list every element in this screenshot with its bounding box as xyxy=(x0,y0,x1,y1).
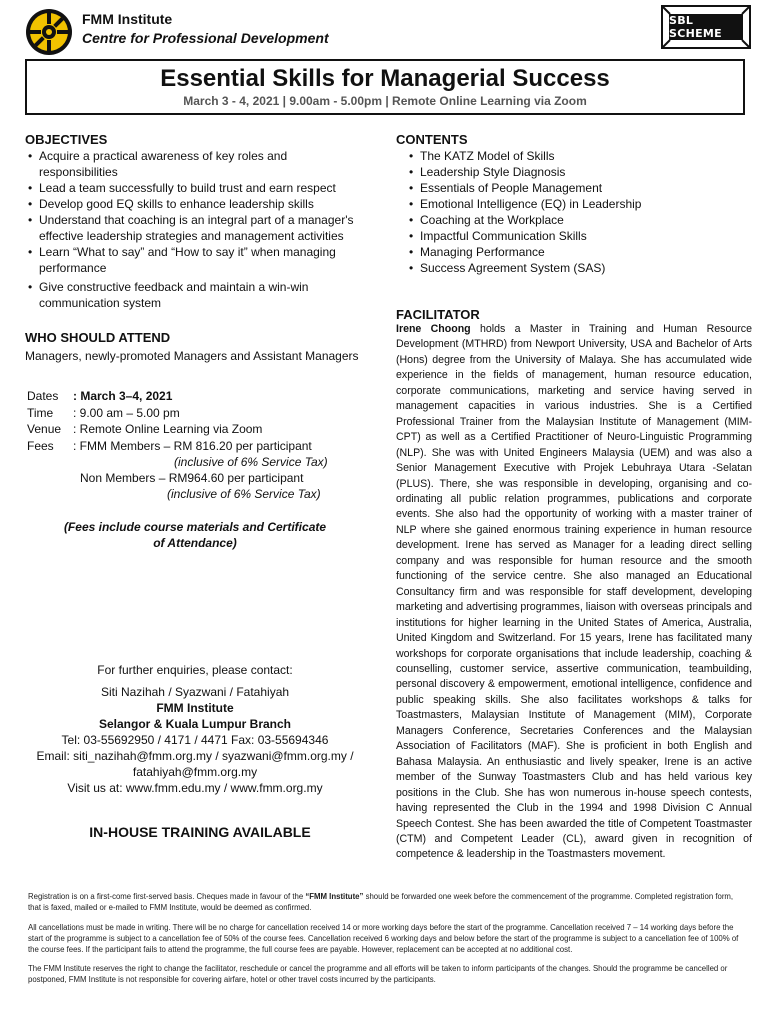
contents-section xyxy=(396,132,752,276)
list-item: • Learn “What to say” and “How to say it” when managing performance xyxy=(25,244,365,276)
sbl-scheme-badge xyxy=(660,4,752,50)
dates-label: Dates xyxy=(27,389,59,403)
list-item: • Impactful Communication Skills xyxy=(406,228,752,244)
list-item: • The KATZ Model of Skills xyxy=(406,148,752,164)
footer-text: should be forwarded one week before the commencement of the programme. Completed registration form, that is faxed, mailed or e-mailed to FMM Institute, would be deemed as confirmed. xyxy=(28,892,734,912)
facilitator-section xyxy=(396,307,752,863)
contents-heading: CONTENTS xyxy=(396,132,468,147)
footer-disclaimer: The FMM Institute reserves the right to change the facilitator, reschedule or cancel the programme and all efforts will be taken to inform participants of the changes. Should the programme be cancelled or postponed, FMM Institute is not responsible for covering airfare, hotel or other travel costs incurred by the participants. xyxy=(28,964,728,984)
fees-include-note xyxy=(25,519,365,551)
list-item: • Essentials of People Management xyxy=(406,180,752,196)
contact-web[interactable]: Visit us at: www.fmm.edu.my / www.fmm.org.my xyxy=(67,781,323,795)
org-name: FMM Institute xyxy=(82,11,173,27)
footer-text: Registration is on a first-come first-served basis. Cheques made in favour of the xyxy=(28,892,306,901)
title-box xyxy=(25,59,745,115)
footer-cancellation: All cancellations must be made in writing. There will be no charge for cancellation received 14 or more working days before the start of the programme. Cancellation received 7 – 14 working days before the start of the programme is subject to a cancellation fee of 50% of the course fees. Cancellation received 6 working days and below before the start of the programme is subject to a cancellation fee of 100% of the course fees. If the participant fails to attend the programme, the full course fees are payable. However, replacement can be accepted at no additional cost. xyxy=(28,923,739,954)
list-item: • Give constructive feedback and maintain a win-win communication system xyxy=(25,279,365,311)
list-item: • Acquire a practical awareness of key roles and responsibilities xyxy=(25,148,365,180)
fees-value: : FMM Members – RM 816.20 per participant xyxy=(73,438,312,453)
facilitator-bio xyxy=(396,322,752,863)
time-row xyxy=(27,405,367,422)
list-item: • Coaching at the Workplace xyxy=(406,212,752,228)
inhouse-training: IN-HOUSE TRAINING AVAILABLE xyxy=(89,824,311,840)
list-item: • Success Agreement System (SAS) xyxy=(406,260,752,276)
nonmember-fee: Non Members – RM964.60 per participant xyxy=(80,471,304,485)
fees-note: (inclusive of 6% Service Tax) xyxy=(174,455,328,469)
time-value: : 9.00 am – 5.00 pm xyxy=(73,405,180,420)
contact-intro: For further enquiries, please contact: xyxy=(97,663,293,677)
contents-list xyxy=(396,148,752,276)
fmm-logo xyxy=(25,8,73,56)
contact-tel: Tel: 03-55692950 / 4171 / 4471 Fax: 03-55694346 xyxy=(61,733,329,747)
fees-note: (inclusive of 6% Service Tax) xyxy=(167,487,321,501)
footer-registration xyxy=(28,891,740,913)
fees-label: Fees xyxy=(27,438,54,453)
list-item: • Managing Performance xyxy=(406,244,752,260)
footer-bold: “FMM Institute” xyxy=(305,892,364,901)
org-subtitle: Centre for Professional Development xyxy=(82,30,329,46)
facilitator-heading: FACILITATOR xyxy=(396,307,480,322)
venue-label: Venue xyxy=(27,422,62,436)
list-item: • Emotional Intelligence (EQ) in Leadership xyxy=(406,196,752,212)
dates-row xyxy=(27,388,367,405)
contact-email[interactable]: fatahiyah@fmm.org.my xyxy=(132,765,258,779)
list-item: • Understand that coaching is an integral part of a manager's effective leadership strategies and management activities xyxy=(25,212,365,244)
objectives-section xyxy=(25,132,365,311)
objectives-list xyxy=(25,148,365,311)
sbl-badge-label: SBL SCHEME xyxy=(669,14,743,40)
venue-row xyxy=(27,421,367,438)
list-item: • Develop good EQ skills to enhance leadership skills xyxy=(25,196,365,212)
who-heading: WHO SHOULD ATTEND xyxy=(25,330,171,345)
facilitator-name: Irene Choong xyxy=(396,323,471,335)
who-section xyxy=(25,330,365,364)
contact-section xyxy=(25,662,365,796)
list-item: • Leadership Style Diagnosis xyxy=(406,164,752,180)
who-text: Managers, newly-promoted Managers and Assistant Managers xyxy=(25,349,359,363)
facilitator-bio-text: holds a Master in Training and Human Resource Development (MTHRD) from Newport University, USA and Bachelor of Arts (Hons) degree from the University of Malaya. She has accumulated wide experience in the fields of management, human resource education, corporate communications, marketing and service having served in management capacities in various industries. She is a Certified Professional Trainer from the Malaysian Institute of Management (MIM-CPT) as well as a Certified Practitioner of Neuro-Linguistic Programming (NLP). She was with United Engineers Malaysia (UEM) and was also a Senior Management Executive with Projek Lebuhraya Utara -Selatan (PLUS). There, she was responsible in developing, organising and co-ordinating all public relation programmes, publications and corporate events. She also had the opportunity of working with a master trainer of NLP where she gained enormous training experience in human resource development. Irene has served as Manager for a leading direct selling company and was responsible for human resource and the smooth functioning of the service centre. She also managed an Educational Consultancy firm and was responsible for staff development, developing marketing and advertising programmes, liaison with overseas principals and institutions for higher learning in the United States of America, Australia, United Kingdom and Switzerland. For 15 years, Irene has facilitated many workshops for corporate organisations that include leadership, coaching & counselling, customer service, assertive communication, teambuilding, personal discovery & empowerment, emotional intelligence, confidence and public speaking skills. She also facilitates workshops & talks for Toastmasters, Malaysian Institute of Management (MIM), Corporate Managers Conference, Secretaries Conferences and the Malaysian Association of Facilitators (MAF). She is proficient in both English and Bahasa Malaysia. An enthusiastic and lively speaker, Irene is an active member of the Sunway Toastmasters Club and has held various key positions in the Club. She has won numerous in-house speech contests, having represented the Club in the 1994 and 1998 Division C Annual Speech Contest. She has been awarded the title of Competent Toastmaster (CTM) and Competent Leader (CL), award given in recognition of competence & leadership in the Toastmasters movement. xyxy=(396,323,752,861)
objectives-heading: OBJECTIVES xyxy=(25,132,108,147)
contact-names: Siti Nazihah / Syazwani / Fatahiyah xyxy=(100,685,290,699)
page-subtitle: March 3 - 4, 2021 | 9.00am - 5.00pm | Remote Online Learning via Zoom xyxy=(183,94,587,108)
dates-value: : March 3–4, 2021 xyxy=(73,389,173,403)
venue-value: : Remote Online Learning via Zoom xyxy=(73,422,263,436)
contact-branch: Selangor & Kuala Lumpur Branch xyxy=(98,717,292,731)
contact-email[interactable]: Email: siti_nazihah@fmm.org.my / syazwani@fmm.org.my / xyxy=(36,749,354,763)
page-title: Essential Skills for Managerial Success xyxy=(160,65,610,92)
contact-org: FMM Institute xyxy=(156,701,234,715)
list-item: • Lead a team successfully to build trust and earn respect xyxy=(25,180,365,196)
fees-include-line: (Fees include course materials and Certificate xyxy=(63,520,327,534)
fees-include-line: of Attendance) xyxy=(153,536,237,550)
time-label: Time xyxy=(27,405,54,420)
fees-row xyxy=(27,438,367,455)
details-section xyxy=(27,388,367,502)
